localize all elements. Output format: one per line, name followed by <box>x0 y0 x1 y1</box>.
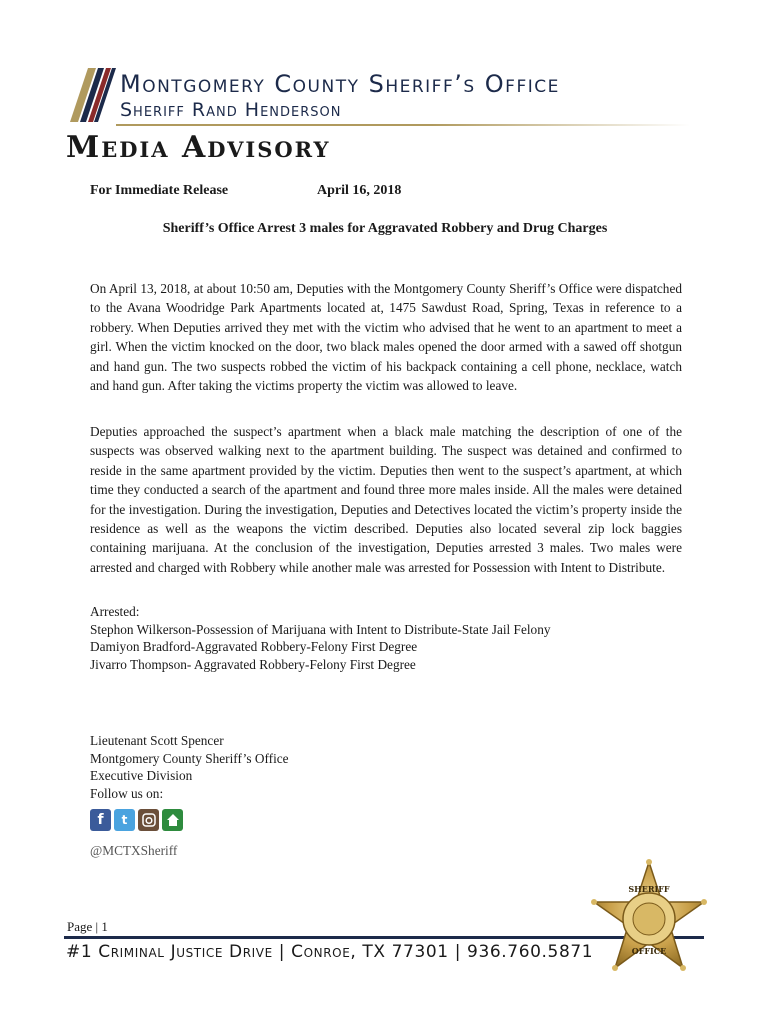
social-links <box>90 809 183 831</box>
sheriff-badge-icon <box>588 858 710 980</box>
website-icon[interactable] <box>162 809 183 831</box>
office-logo-stripes <box>70 68 116 122</box>
badge-bottom-text: OFFICE <box>631 946 667 956</box>
arrested-entry: Jivarro Thompson- Aggravated Robbery-Felony First Degree <box>90 656 416 672</box>
contact-division: Executive Division <box>90 768 193 784</box>
header-divider <box>116 124 690 126</box>
document-title: Media Advisory <box>66 130 331 165</box>
arrested-entry: Damiyon Bradford-Aggravated Robbery-Felony First Degree <box>90 639 418 655</box>
instagram-icon[interactable] <box>138 809 159 831</box>
body-paragraph-1: On April 13, 2018, at about 10:50 am, Deputies with the Montgomery County Sheriff’s Office were dispatched to the Avana Woodridge Park Apartments located at, 1475 Sawdust Road, Spring, Texas in reference to a robbery. When Deputies arrived they met with the victim who advised that he went to an apartment to meet a girl. When the victim knocked on the door, two black males opened the door armed with a sawed off shotgun and hand gun. The two suspects robbed the victim of his backpack containing a cell phone, necklace, watch and hand gun. After taking the victims property the victim was allowed to leave. <box>90 281 682 394</box>
follow-label: Follow us on: <box>90 785 164 801</box>
camera-glyph <box>142 813 156 827</box>
arrested-entry: Stephon Wilkerson-Possession of Marijuana with Intent to Distribute-State Jail Felony <box>90 621 551 637</box>
contact-block <box>90 732 289 802</box>
contact-name: Lieutenant Scott Spencer <box>90 733 224 748</box>
home-glyph <box>166 813 180 827</box>
footer-address: #1 Criminal Justice Drive | Conroe, TX 77301 | 936.760.5871 <box>66 942 594 962</box>
body-paragraph-2: Deputies approached the suspect’s apartment when a black male matching the description of one of the suspects was observed walking next to the apartment building. The suspect was detained and confirmed to reside in the same apartment provided by the victim. Deputies then went to the suspect’s apartment, at which time they conducted a search of the apartment and found three more males inside. All the males were detained for the investigation. During the investigation, Deputies and Detectives located the victim’s property inside the residence as well as the weapons the victim described. Deputies also located several zip lock baggies containing marijuana. At the conclusion of the investigation, Deputies arrested 3 males. Two males were arrested and charged with Robbery while another male was arrested for Possession with Intent to Distribute. <box>90 424 682 575</box>
social-handle[interactable]: @MCTXSheriff <box>90 843 178 858</box>
sheriff-name: Sheriff Rand Henderson <box>120 99 342 121</box>
page-number: Page | 1 <box>67 919 108 934</box>
facebook-icon[interactable]: f <box>90 809 111 831</box>
badge-top-text: SHERIFF <box>628 884 670 894</box>
headline: Sheriff’s Office Arrest 3 males for Aggravated Robbery and Drug Charges <box>162 221 608 236</box>
org-name: Montgomery County Sheriff’s Office <box>120 70 560 98</box>
arrested-list <box>90 603 551 673</box>
contact-office: Montgomery County Sheriff’s Office <box>90 750 289 766</box>
arrested-label: Arrested: <box>90 604 140 619</box>
twitter-icon[interactable]: t <box>114 809 135 831</box>
release-label: For Immediate Release <box>90 183 229 198</box>
release-date: April 16, 2018 <box>317 183 402 198</box>
